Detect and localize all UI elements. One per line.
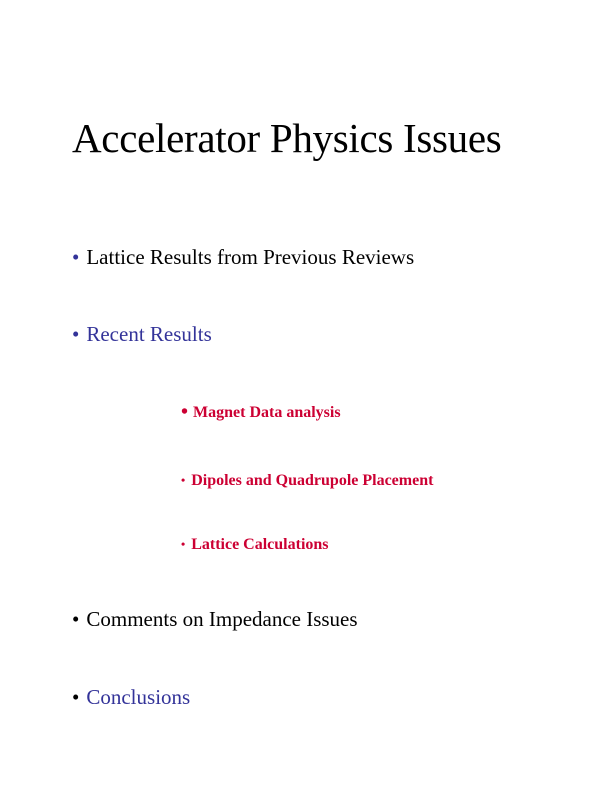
bullet-impedance-issues: [72, 606, 358, 632]
bullet-dot-icon: •: [72, 245, 80, 269]
bullet-text: Recent Results: [86, 322, 212, 346]
bullet-text: Conclusions: [86, 685, 191, 709]
bullet-conclusions: [72, 684, 190, 710]
bullet-text: Magnet Data analysis: [193, 404, 341, 421]
sub-bullet-dipoles-placement: [181, 471, 433, 491]
bullet-text: Dipoles and Quadrupole Placement: [191, 472, 434, 489]
bullet-dot-icon: •: [181, 401, 189, 423]
bullet-dot-icon: •: [181, 473, 186, 487]
slide-title: Accelerator Physics Issues: [72, 115, 502, 161]
bullet-lattice-results: [72, 244, 414, 270]
bullet-recent-results: [72, 321, 212, 347]
bullet-text: Comments on Impedance Issues: [86, 607, 358, 631]
bullet-dot-icon: •: [181, 537, 186, 551]
bullet-dot-icon: •: [72, 607, 80, 631]
sub-bullet-magnet-data: [181, 401, 341, 423]
bullet-text: Lattice Calculations: [191, 536, 329, 553]
bullet-dot-icon: •: [72, 322, 80, 346]
sub-bullet-lattice-calculations: [181, 535, 329, 555]
bullet-text: Lattice Results from Previous Reviews: [86, 245, 415, 269]
bullet-dot-icon: •: [72, 685, 80, 709]
